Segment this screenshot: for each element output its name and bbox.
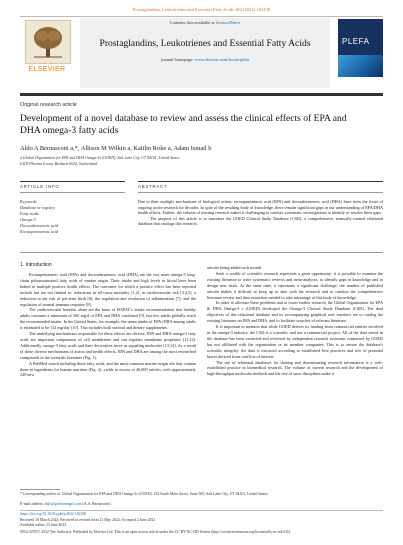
doi-link[interactable]	[20, 512, 383, 517]
paragraph: In order to alleviate these problems and to foster further research, the Global Organization for EPA & DHA Omega-3 s (GOED) developed the Omega-3 Clinical Study Database (CSD). The dual objectives of this relational database and its accompanying graphical user interface are to catalog the existing literature on EPA and DHA, and to facilitate searches of relevant literature.	[207, 300, 383, 324]
doi-anchor[interactable]: https://doi.org/10.1016/j.plefa.2022.102438	[20, 512, 87, 516]
abstract-paragraph: The purpose of this article is to introduce the GOED Clinical Study Database (CSD), a comprehensive, manually-curated relational database that catalogs this research.	[138, 215, 383, 227]
paragraph: A PubMed search including those fatty acids, and the most common marine-origin oils that contain them as ingredients for human nutrition (Fig. 2), yields in excess of 46,000 articles, with approximately 240 new	[20, 360, 196, 378]
journal-cover[interactable]	[338, 19, 383, 77]
author-list[interactable]: Aldo A Bernasconi a,*, Allison M Wilkin a, Kaitlin Roke a, Adam Ismail b	[20, 145, 212, 152]
received-dates: Received 18 March 2022; Received in revised form 21 May 2022; Accepted 2 June 2022	[20, 518, 156, 522]
journal-homepage	[80, 57, 330, 62]
paragraph: The use of relational databases for sharing and disseminating research information is a well-established practice in biomedical research. The volume of current research and the development of high-throughput molecular methods and the rise of omic disciplines make it	[207, 359, 383, 377]
keyword-item[interactable]: Eicosapentaenoic acid	[20, 229, 59, 234]
article-title: Development of a novel database to review and assess the clinical effects of EPA and DHA omega-3 fatty acids	[20, 113, 347, 136]
homepage-link[interactable]: www.elsevier.com/locate/plefa	[194, 57, 249, 62]
paragraph: The underlying mechanisms responsible for these effects are diverse. EPA and DHA omega-3 fatty acids are important components of cell membranes and can regulate membrane properties [11,12]. Additionally, omega-3 fatty acids and their derivatives serve as signaling molecules [13,14]. As a result of these diverse mechanisms of action and health effects, EPA and DHA are among the most researched compounds in the scientific literature (Fig. 1).	[20, 331, 196, 360]
affiliation-a: a Global Organization for EPA and DHA Omega-3s (GOED), Salt Lake City, UT 84101, United States	[20, 156, 180, 160]
article-info-heading: ARTICLE INFO	[20, 184, 60, 189]
keyword-item[interactable]: Fatty acids	[20, 211, 39, 216]
keywords-label: Keywords	[20, 199, 37, 204]
elsevier-logo[interactable]	[22, 20, 72, 73]
journal-title: Prostaglandins, Leukotrienes and Essential Fatty Acids	[99, 38, 311, 49]
abstract-rule	[138, 181, 383, 182]
homepage-text: journal homepage:	[161, 57, 195, 62]
keyword-item[interactable]: Database or registry	[20, 205, 55, 210]
paragraph: articles being added each month.	[207, 265, 262, 270]
keyword-item[interactable]: Docosahexaenoic acid	[20, 223, 59, 228]
paragraph: Eicosapentaenoic acid (EPA) and docosahexaenoic acid (DHA) are the two main omega-3 long-chain polyunsaturated fatty acids of marine origin. Their intake and high levels in blood have been linked to multiple positive health effects. The outcomes for which a positive effect has been reported include but are not limited to: reductions in all-cause mortality [1,2], in cardiovascular risk [3,4,5], a reduction in the risk of pre-term birth [6], the regulation and resolution of inflammation [7], and the regulation of normal immune response [8].	[20, 272, 196, 307]
info-rule	[20, 181, 125, 182]
abstract-paragraph: Due to their multiple mechanisms of biological action, eicosapentaenoic acid (EPA) and docosahexaenoic acid (DHA) have been the focus of ongoing active research for decades. In spite of the resulting body of knowledge, there remain significant gaps in our understanding of EPA/DHA health effects. Further, the volume of existing research makes it challenging to conduct systematic investigations to identify or resolve these gaps.	[138, 199, 383, 216]
license-text[interactable]: 0952-3278/© 2022 The Author(s). Published by Elsevier Ltd. This is an open access article under the CC BY-NC-ND license (http://creativecommons.org/licenses/by-nc-nd/4.0/).	[20, 530, 292, 534]
article-type: Original research article	[20, 102, 77, 108]
publisher-name: ELSEVIER	[28, 66, 66, 73]
affiliation-b: b KD Pharma Group, Bexbach 6634, Switzerland	[20, 162, 98, 166]
journal-reference[interactable]: Prostaglandins, Leukotrienes and Essential Fatty Acids 182 (2022) 102438	[132, 7, 271, 12]
sciencedirect-link[interactable]: ScienceDirect	[215, 20, 241, 25]
intro-right-column	[207, 265, 383, 377]
paragraph: Such a wealth of scientific research represents a great opportunity: it is possible to examine the existing literature to write systematic reviews and meta-analyses, to identify gaps in knowledge and to design new trials. At the same time, it represents a significant challenge; the number of published articles makes it difficult to keep up to date with the research and to conduct the comprehensive literature review and data extraction needed to take advantage of this body of knowledge.	[207, 270, 383, 300]
cover-image	[338, 55, 383, 77]
intro-left-column	[20, 272, 196, 378]
email-label: E-mail address:	[20, 502, 45, 506]
paragraph: The cardiovascular benefits alone are the basis of ISSFAL's intake recommendation that healthy adults consume a minimum of 500 mg/d of EPA and DHA combined [9], but few adults globally reach the recommended intake. In the United States, for example, the mean intake of EPA+DHA among adults is estimated to be 112 mg/day [10]. This includes both seafood and dietary supplements.	[20, 307, 196, 331]
paragraph: It is important to mention that while GOED derives its funding from commercial entities involved in the omega-3 industry, the CSD is a scientific and not a commercial project. All of the data stored in the database has been extracted and reviewed by independent research assistants contracted by GOED but not affiliated with the organization or its member companies. This is to ensure the database's scientific integrity: the data is extracted according to established best practices and free of potential biases derived from conflicts of interest.	[207, 324, 383, 359]
contents-line	[80, 20, 330, 25]
cover-title: PLEFA	[342, 37, 370, 46]
journal-banner	[80, 18, 330, 88]
email-suffix: (A.A. Bernasconi).	[81, 502, 112, 506]
abstract-heading: ABSTRACT	[138, 184, 168, 189]
section-heading: 1. Introduction	[20, 262, 52, 268]
contents-text: Contents lists available at	[169, 20, 216, 25]
email-link[interactable]: aldo@goedomega3.com	[44, 502, 82, 506]
abstract-body	[138, 199, 383, 227]
email-line	[20, 502, 383, 507]
keyword-item[interactable]: Omega-3	[20, 217, 36, 222]
tree-icon	[25, 20, 71, 64]
corresponding-author: * Corresponding author at: Global Organization for EPA and DHA Omega-3s (GOED), 222 South Main Street, Suite 500, Salt Lake City, UT 84101, United States.	[20, 492, 269, 496]
available-online: Available online 23 June 2022	[20, 523, 67, 527]
